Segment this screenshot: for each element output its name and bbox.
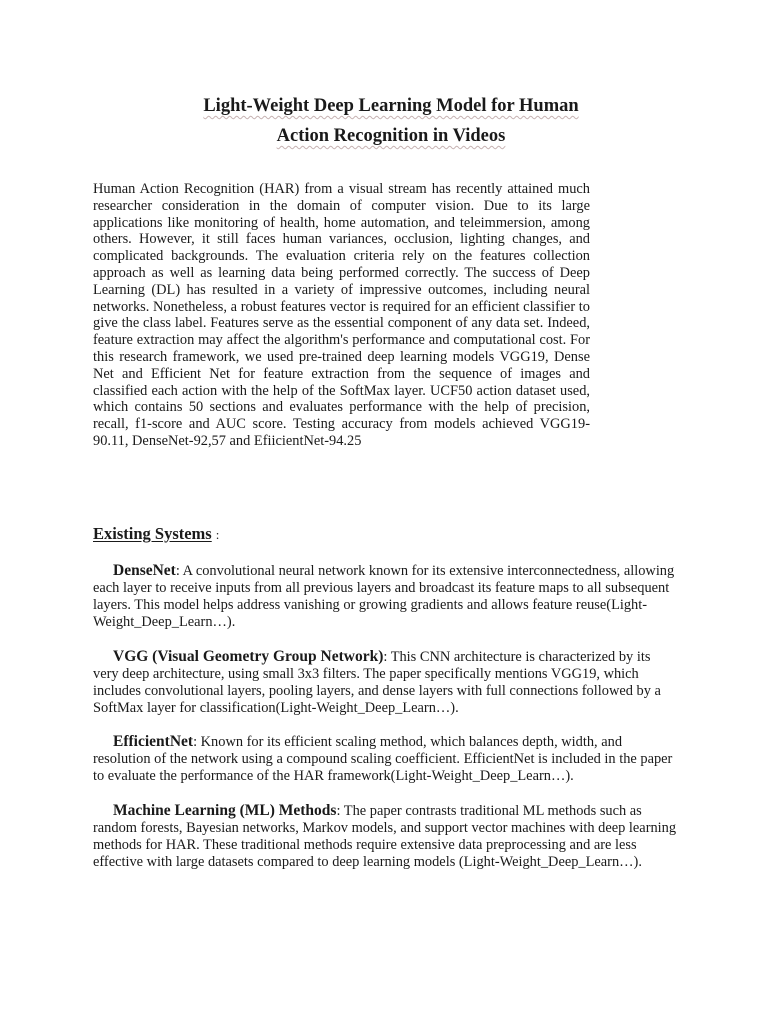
item-term: Machine Learning (ML) Methods [113, 802, 337, 819]
title-line-2 [93, 121, 689, 151]
section-heading-text: Existing Systems [93, 524, 212, 543]
title-line-2-text: Action Recognition in Videos [276, 126, 506, 146]
item-text: : Known for its efficient scaling method, which balances depth, width, and resolution of the network using a compound scaling coefficient. EfficientNet is included in the paper to evaluate the performance of the HAR framework(Light-Weight_Deep_Learn…). [93, 734, 673, 784]
list-item-ml-methods [93, 803, 679, 871]
item-term: DenseNet [113, 562, 176, 579]
list-item-efficientnet [93, 734, 679, 785]
item-term: VGG (Visual Geometry Group Network) [113, 648, 384, 665]
list-item-vgg [93, 649, 679, 717]
item-text: : This CNN architecture is characterized by its very deep architecture, using small 3x3 filters. The paper specifically mentions VGG19, which includes convolutional layers, pooling layers, and dense layers with full connections followed by a SoftMax layer for classification(Light-Weight_Deep_Learn…). [93, 649, 661, 716]
item-term: EfficientNet [113, 733, 194, 750]
item-text: : The paper contrasts traditional ML methods such as random forests, Bayesian networks, Markov models, and support vector machines with deep learning methods for HAR. These traditional methods require extensive data preprocessing and are less effective with large datasets compared to deep learning models (Light-Weight_Deep_Learn…). [93, 803, 677, 870]
list-item-densenet [93, 563, 679, 631]
title-line-1-text: Light-Weight Deep Learning Model for Human [203, 96, 579, 116]
title-line-1 [93, 91, 689, 121]
item-text: : A convolutional neural network known for its extensive interconnectedness, allowing each layer to receive inputs from all previous layers and broadcast its feature maps to all subsequent layers. This model helps address vanishing or growing gradients and allows feature reuse(Light-Weight_Deep_Learn…). [93, 563, 675, 630]
abstract-paragraph: Human Action Recognition (HAR) from a visual stream has recently attained much researcher consideration in the domain of computer vision. Due to its large applications like monitoring of health, home automation, and teleimmersion, among others. However, it still faces human variances, occlusion, lighting changes, and complicated backgrounds. The evaluation criteria rely on the features collection approach as well as learning data being performed correctly. The success of Deep Learning (DL) has resulted in a variety of impressive outcomes, including neural networks. Nonetheless, a robust features vector is required for an efficient classifier to give the class label. Features serve as the essential component of any data set. Indeed, feature extraction may affect the algorithm's performance and computational cost. For this research framework, we used pre-trained deep learning models VGG19, Dense Net and Efficient Net for feature extraction from the sequence of images and classified each action with the help of the SoftMax layer. UCF50 action dataset used, which contains 50 sections and evaluates performance with the help of precision, recall, f1-score and AUC score. Testing accuracy from models achieved VGG19- 90.11, DenseNet-92,57 and EfiicientNet-94.25 [93, 181, 590, 449]
section-heading-colon: : [215, 527, 220, 542]
section-heading [93, 523, 219, 546]
